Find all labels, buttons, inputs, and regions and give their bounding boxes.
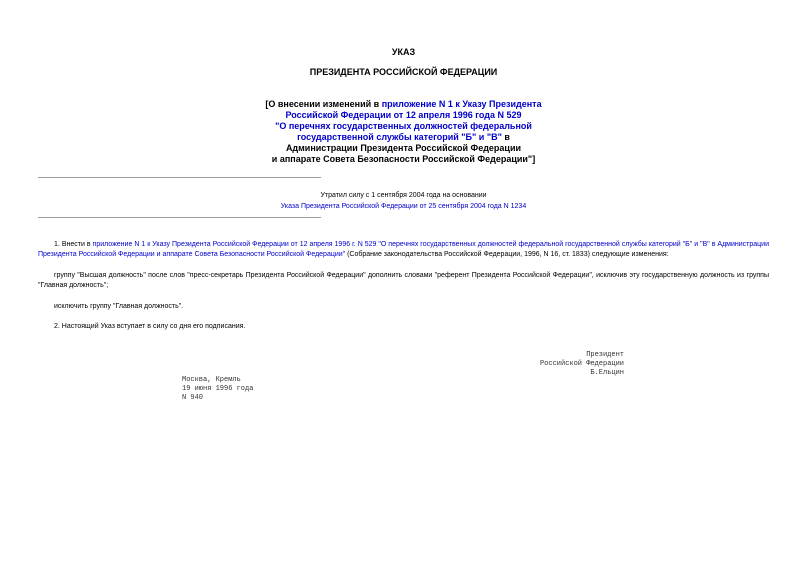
title-line-1 bbox=[0, 99, 807, 110]
paragraph-4: 2. Настоящий Указ вступает в силу со дня его подписания. bbox=[54, 323, 246, 330]
paragraph-text: (Собрание законодательства Российской Федерации, 1996, N 16, ст. 1833) следующие изменения: bbox=[345, 251, 669, 258]
amended-act-link[interactable]: Российской Федерации от 12 апреля 1996 года N 529 bbox=[285, 110, 522, 120]
signing-place: Москва, Кремль bbox=[182, 376, 241, 384]
place-date-block bbox=[182, 376, 253, 403]
lapsed-notice bbox=[0, 190, 807, 212]
paragraph-text: 1. Внести в bbox=[54, 241, 93, 248]
divider-top bbox=[38, 177, 321, 178]
signature-title: Российской Федерации bbox=[539, 360, 624, 368]
signing-date: 19 июня 1996 года bbox=[182, 385, 254, 393]
paragraph-1 bbox=[38, 240, 769, 260]
lapsed-text: Утратил силу с 1 сентября 2004 года на основании bbox=[320, 192, 487, 199]
signature-name: Б.Ельцин bbox=[590, 369, 624, 377]
repealing-decree-link[interactable]: Указа Президента Российской Федерации от 25 сентября 2004 года N 1234 bbox=[280, 203, 527, 210]
title-text: [О внесении изменений в bbox=[265, 99, 382, 109]
divider-bottom bbox=[38, 217, 321, 218]
title-text: в bbox=[501, 132, 510, 142]
signature-block bbox=[540, 351, 624, 378]
decree-issuer: ПРЕЗИДЕНТА РОССИЙСКОЙ ФЕДЕРАЦИИ bbox=[309, 67, 498, 77]
amended-appendix-link[interactable]: приложение N 1 к Указу Президента Российской Федерации от 12 апреля 1996 г. N 529 "О перечнях государственных должностей федеральной государственной службы категорий "Б" и "В" в Администрации Президента Российской Федерации и аппарате Совета Безопасности Российской Федерации" bbox=[38, 241, 769, 258]
amended-act-link[interactable]: государственной службы категорий "Б" и "В" bbox=[297, 132, 502, 142]
amended-act-link[interactable]: приложение N 1 к Указу Президента bbox=[381, 99, 542, 109]
signature-title: Президент bbox=[586, 351, 624, 359]
document-title bbox=[0, 99, 807, 165]
decree-heading: УКАЗ bbox=[391, 47, 416, 57]
title-line-6: и аппарате Совета Безопасности Российской Федерации"] bbox=[271, 154, 536, 164]
title-line-4 bbox=[0, 132, 807, 143]
paragraph-2: группу "Высшая должность" после слов "пресс-секретарь Президента Российской Федерации" дополнить словами "референт Президента Российской Федерации", исключив эту государственную должность из группы "Главная должность"; bbox=[38, 272, 769, 289]
amended-act-link[interactable]: "О перечнях государственных должностей федеральной bbox=[275, 121, 532, 131]
decree-number: N 940 bbox=[182, 394, 204, 402]
paragraph-3: исключить группу "Главная должность". bbox=[54, 303, 184, 310]
title-line-5: Администрации Президента Российской Федерации bbox=[285, 143, 522, 153]
